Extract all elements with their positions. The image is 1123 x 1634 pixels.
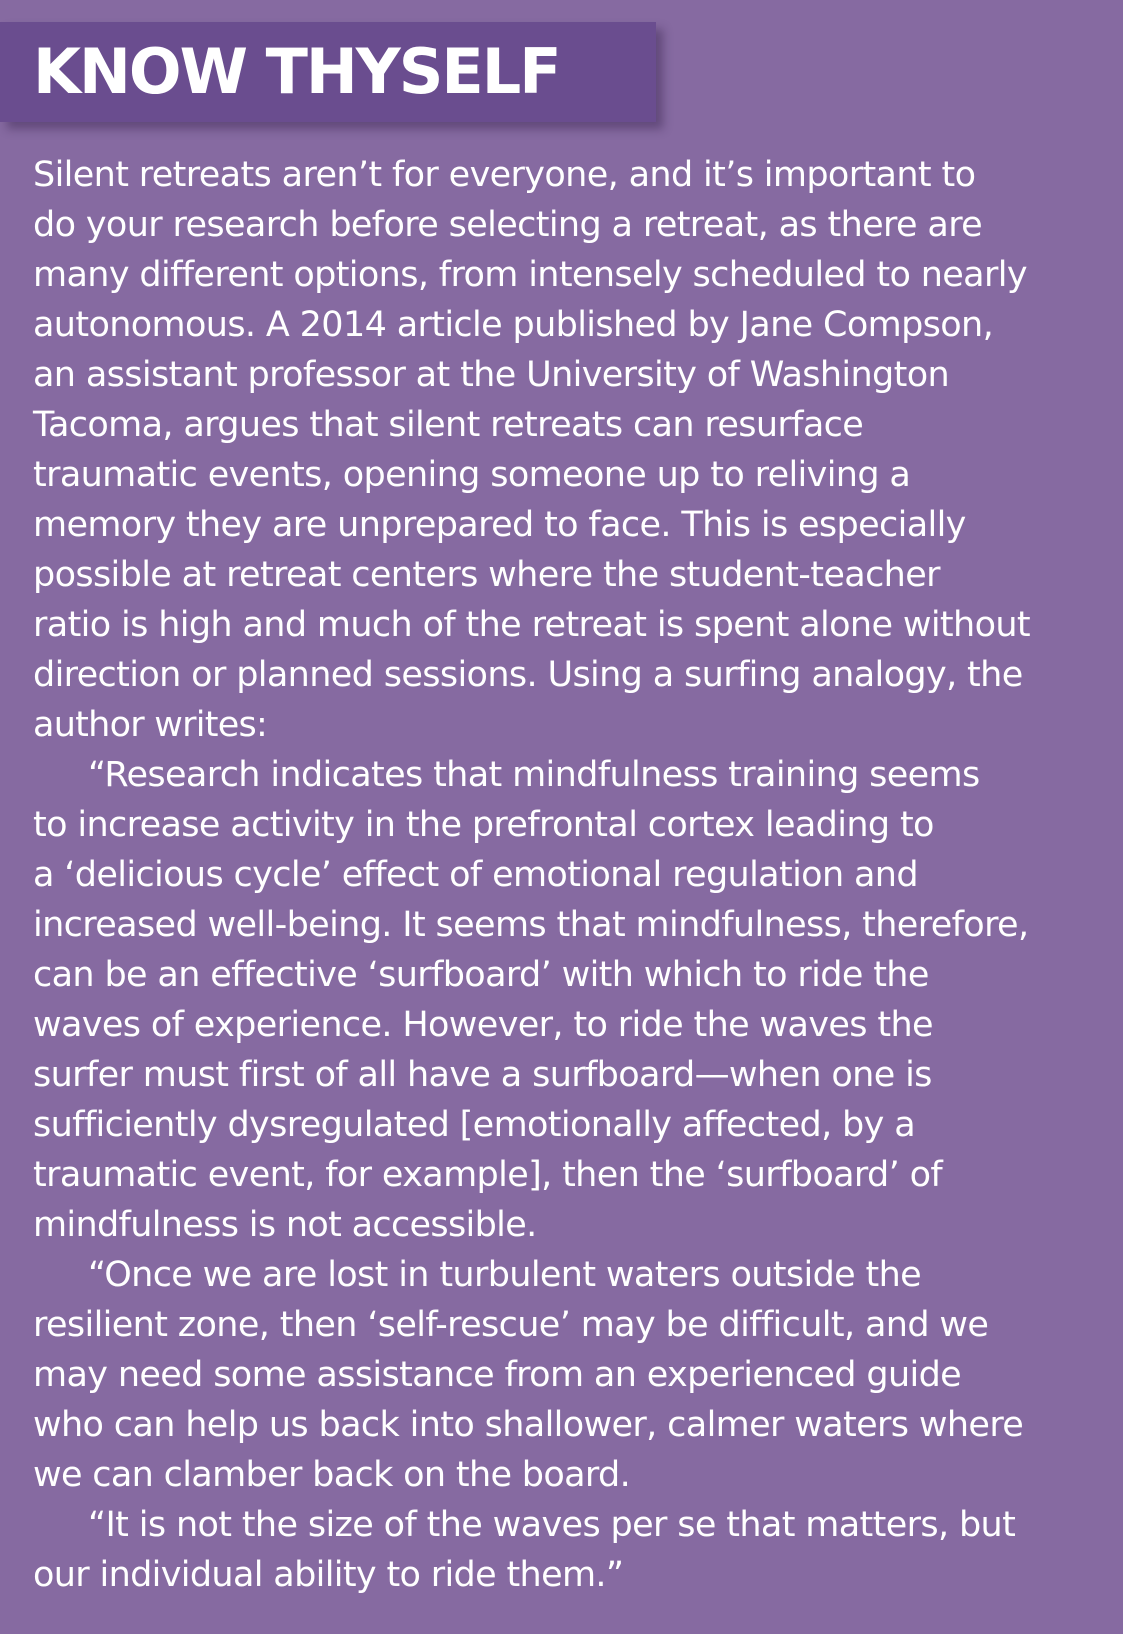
text-line: sufficiently dysregulated [emotionally affected, by a [33,1105,916,1145]
text-line: may need some assistance from an experienced guide [33,1355,962,1395]
title-banner [0,22,656,122]
text-line: waves of experience. However, to ride the waves the [33,1005,933,1045]
text-line: “Research indicates that mindfulness training seems [88,755,980,795]
text-line: traumatic events, opening someone up to reliving a [33,455,911,495]
text-line: direction or planned sessions. Using a surfing analogy, the [33,655,1023,695]
text-line: possible at retreat centers where the student-teacher [33,555,940,595]
text-line: surfer must first of all have a surfboard—when one is [33,1055,932,1095]
text-line: ratio is high and much of the retreat is spent alone without [33,605,1030,645]
text-line: an assistant professor at the University of Washington [33,355,950,395]
text-line: traumatic event, for example], then the ‘surfboard’ of [33,1155,943,1195]
text-line: to increase activity in the prefrontal cortex leading to [33,805,934,845]
text-line: increased well-being. It seems that mindfulness, therefore, [33,905,1029,945]
text-line: resilient zone, then ‘self-rescue’ may be difficult, and we [33,1305,989,1345]
text-line: our individual ability to ride them.” [33,1555,624,1595]
text-line: can be an effective ‘surfboard’ with which to ride the [33,955,929,995]
text-line: Silent retreats aren’t for everyone, and it’s important to [33,155,976,195]
text-line: memory they are unprepared to face. This is especially [33,505,966,545]
text-line: many different options, from intensely scheduled to nearly [33,255,1027,295]
text-line: “Once we are lost in turbulent waters outside the [88,1255,922,1295]
text-line: do your research before selecting a retreat, as there are [33,205,983,245]
article-body [33,150,1113,1600]
text-line: Tacoma, argues that silent retreats can resurface [33,405,864,445]
text-line: who can help us back into shallower, calmer waters where [33,1405,1024,1445]
text-line: “It is not the size of the waves per se that matters, but [88,1505,1016,1545]
text-line: a ‘delicious cycle’ effect of emotional regulation and [33,855,918,895]
text-line: we can clamber back on the board. [33,1455,631,1495]
text-line: mindfulness is not accessible. [33,1205,537,1245]
text-line: author writes: [33,705,268,745]
panel-title: KNOW THYSELF [33,35,560,108]
text-line: autonomous. A 2014 article published by Jane Compson, [33,305,994,345]
